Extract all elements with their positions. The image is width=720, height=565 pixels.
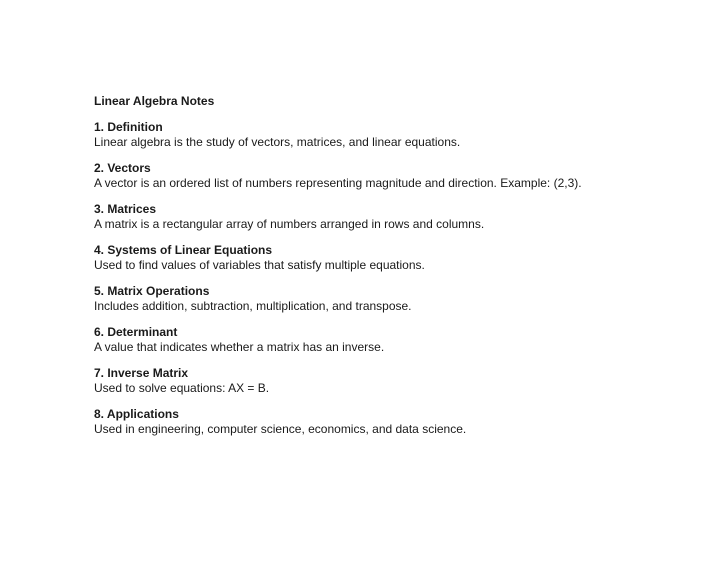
section-vectors bbox=[94, 161, 660, 191]
document-title: Linear Algebra Notes bbox=[94, 94, 215, 108]
section-systems-of-linear-equations bbox=[94, 243, 660, 273]
section-heading: 5. Matrix Operations bbox=[94, 284, 210, 298]
section-heading: 1. Definition bbox=[94, 120, 163, 134]
section-heading: 7. Inverse Matrix bbox=[94, 366, 189, 380]
section-definition bbox=[94, 120, 660, 150]
section-heading: 6. Determinant bbox=[94, 325, 178, 339]
document-content bbox=[94, 94, 660, 448]
section-inverse-matrix bbox=[94, 366, 660, 396]
section-body: Used to solve equations: AX = B. bbox=[94, 381, 270, 395]
section-body: A vector is an ordered list of numbers representing magnitude and direction. Example: (2,3). bbox=[94, 176, 582, 190]
section-body: A value that indicates whether a matrix has an inverse. bbox=[94, 340, 385, 354]
section-heading: 8. Applications bbox=[94, 407, 179, 421]
section-matrix-operations bbox=[94, 284, 660, 314]
section-body: Used in engineering, computer science, economics, and data science. bbox=[94, 422, 467, 436]
section-heading: 4. Systems of Linear Equations bbox=[94, 243, 273, 257]
section-determinant bbox=[94, 325, 660, 355]
section-matrices bbox=[94, 202, 660, 232]
section-applications bbox=[94, 407, 660, 437]
section-heading: 2. Vectors bbox=[94, 161, 151, 175]
section-body: Includes addition, subtraction, multiplication, and transpose. bbox=[94, 299, 412, 313]
section-body: Linear algebra is the study of vectors, matrices, and linear equations. bbox=[94, 135, 461, 149]
section-body: Used to find values of variables that satisfy multiple equations. bbox=[94, 258, 425, 272]
section-heading: 3. Matrices bbox=[94, 202, 157, 216]
section-body: A matrix is a rectangular array of numbers arranged in rows and columns. bbox=[94, 217, 485, 231]
